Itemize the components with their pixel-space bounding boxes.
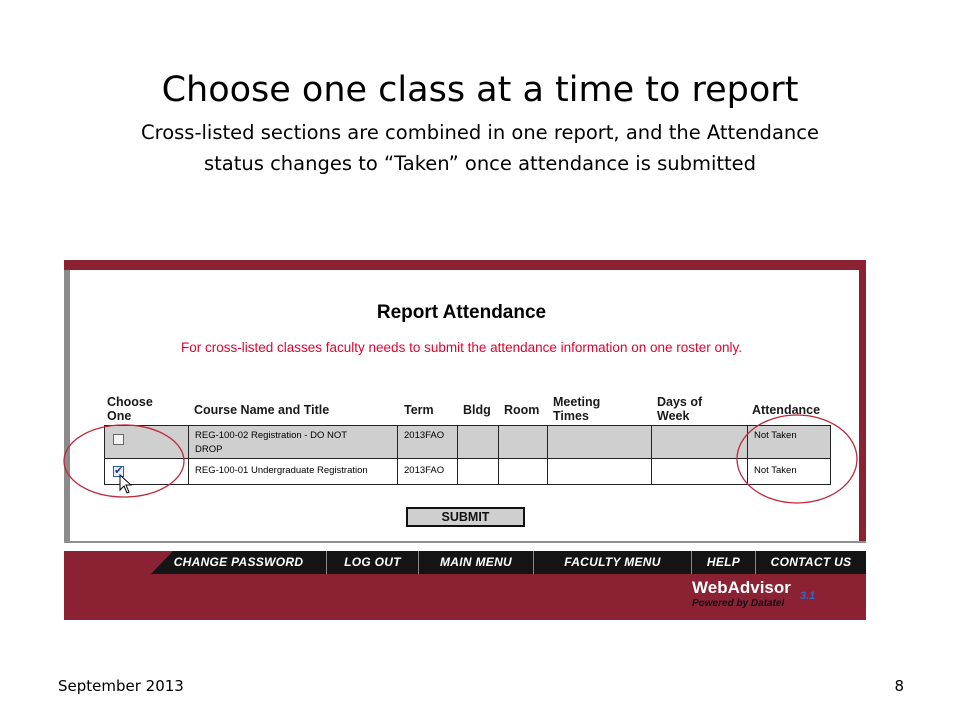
highlight-circle-choose	[64, 425, 184, 497]
course-cell: REG-100-01 Undergraduate Registration	[189, 459, 398, 484]
header-attendance: Attendance	[752, 403, 821, 417]
header-course: Course Name and Title	[194, 403, 330, 417]
highlight-circle-attendance	[737, 415, 857, 503]
header-term: Term	[404, 403, 434, 417]
subtitle-line-1: Cross-listed sections are combined in one report, and the Attendance	[141, 121, 819, 144]
header-choose-one: Choose One	[107, 395, 153, 423]
version-label: 3.1	[800, 590, 816, 602]
report-note: For cross-listed classes faculty needs to submit the attendance information on one roster only.	[180, 340, 743, 355]
subtitle-line-2: status changes to “Taken” once attendance is submitted	[203, 152, 757, 175]
footer-date: September 2013	[58, 677, 184, 695]
slide-title: Choose one class at a time to report	[161, 70, 799, 110]
webadvisor-logo: WebAdvisor Powered by Datatel	[692, 578, 791, 609]
term-cell: 2013FAO	[398, 459, 458, 484]
nav-change-password[interactable]: CHANGE PASSWORD	[151, 551, 327, 574]
page-number: 8	[894, 677, 904, 695]
nav-faculty-menu[interactable]: FACULTY MENU	[534, 551, 692, 574]
nav-log-out[interactable]: LOG OUT	[327, 551, 419, 574]
header-days-of-week: Days of Week	[657, 395, 703, 423]
nav-contact-us[interactable]: CONTACT US	[770, 555, 852, 569]
header-room: Room	[504, 403, 540, 417]
header-bldg: Bldg	[463, 403, 491, 417]
report-title: Report Attendance	[376, 302, 547, 323]
nav-help[interactable]: HELP	[692, 551, 756, 574]
attendance-cell: Not Taken	[754, 465, 797, 476]
term-cell: 2013FAO	[398, 426, 458, 458]
submit-button[interactable]: SUBMIT	[406, 507, 525, 527]
attendance-cell: Not Taken	[754, 430, 797, 441]
nav-main-menu[interactable]: MAIN MENU	[419, 551, 534, 574]
header-meeting-times: Meeting Times	[553, 395, 601, 423]
course-cell: REG-100-02 Registration - DO NOT DROP	[189, 426, 398, 458]
